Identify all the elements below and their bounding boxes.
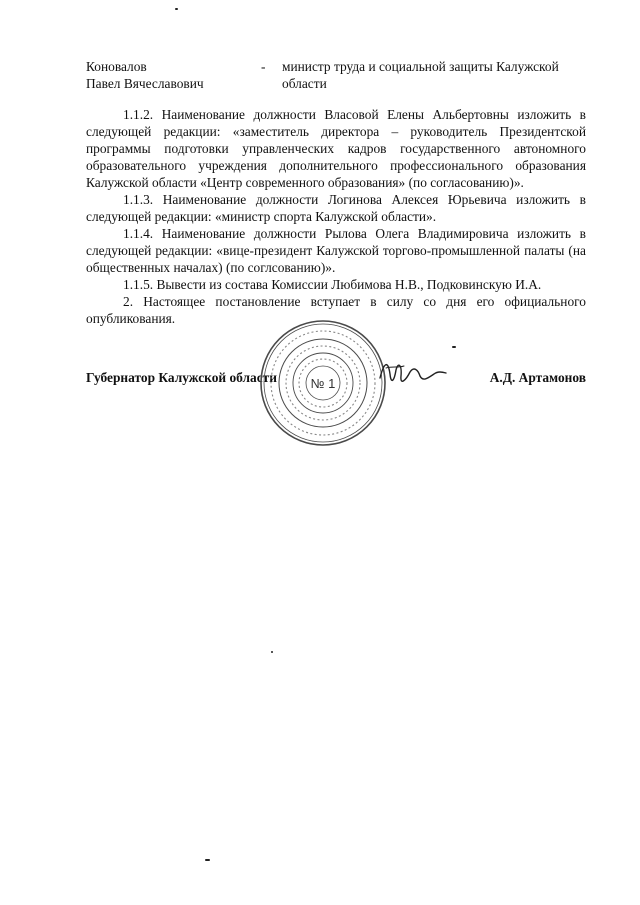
member-surname: Коновалов <box>86 59 147 74</box>
paragraph-1-1-4: 1.1.4. Наименование должности Рылова Олега Владимировича изложить в следующей редакции: «вице-президент Калужской торгово-промышленной палаты (на общественных началах) (по соглсованию)». <box>86 226 586 275</box>
paragraph-1-1-2: 1.1.2. Наименование должности Власовой Елены Альбертовны изложить в следующей редакции: «заместитель директора – руководитель Президентской программы подготовки управленческих кадров государственного автономного образовательного учреждения дополнительного профессионального образования Калужской области «Центр современного образования» (по согласованию)». <box>86 107 586 190</box>
document-body <box>86 106 586 327</box>
scan-speck <box>175 8 178 10</box>
paragraph-2: 2. Настоящее постановление вступает в силу со дня его официального опубликования. <box>86 294 586 326</box>
official-seal-icon <box>258 318 388 448</box>
scan-speck <box>452 346 456 348</box>
member-given-name: Павел Вячеславович <box>86 76 204 91</box>
member-role: министр труда и социальной защиты Калужской области <box>282 59 559 91</box>
scan-speck <box>271 651 273 653</box>
handwritten-signature-icon <box>376 356 448 390</box>
paragraph-1-1-5: 1.1.5. Вывести из состава Комиссии Любимова Н.В., Подковинскую И.А. <box>123 277 542 292</box>
paragraph-1-1-3: 1.1.3. Наименование должности Логинова Алексея Юрьевича изложить в следующей редакции: «министр спорта Калужской области». <box>86 192 586 224</box>
signatory-name: А.Д. Артамонов <box>489 370 586 385</box>
member-name <box>86 58 256 92</box>
member-dash: - <box>261 59 266 74</box>
seal-number: № 1 <box>310 376 336 391</box>
signatory-position: Губернатор Калужской области <box>86 370 277 385</box>
scan-speck <box>205 859 210 861</box>
